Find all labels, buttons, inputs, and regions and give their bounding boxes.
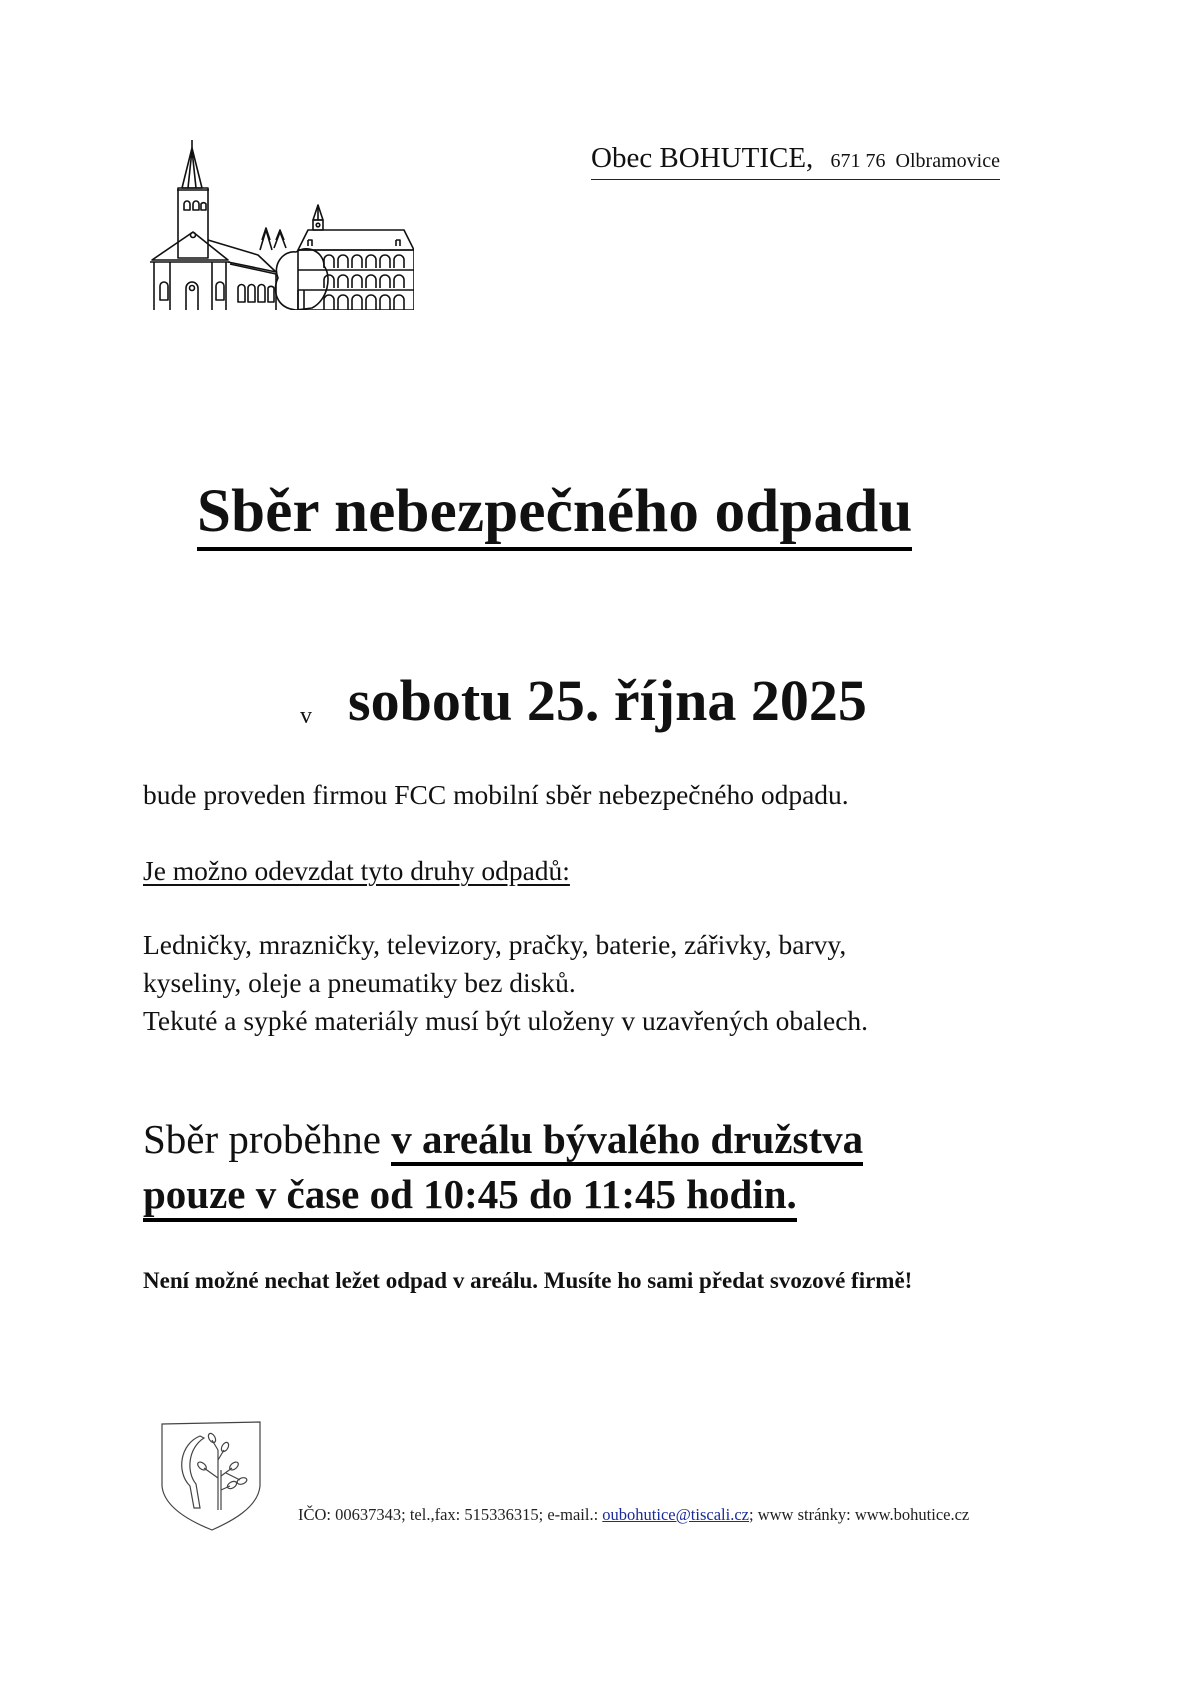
location-place: v areálu bývalého družstva <box>391 1116 863 1166</box>
location-lead: Sběr proběhne <box>143 1116 392 1162</box>
page-title: Sběr nebezpečného odpadu <box>197 477 912 551</box>
footer-contact <box>298 1504 969 1526</box>
municipality-name: Obec BOHUTICE, <box>591 142 814 174</box>
footer-ico-phone: IČO: 00637343; tel.,fax: 515336315; e-mail.: <box>298 1505 603 1524</box>
post-office: Olbramovice <box>895 150 1000 172</box>
accepted-waste-line: Ledničky, mrazničky, televizory, pračky, baterie, zářivky, barvy, <box>143 929 847 960</box>
footer-website: ; www stránky: www.bohutice.cz <box>748 1505 970 1524</box>
village-illustration-icon <box>148 140 414 310</box>
warning-notice: Není možné nechat ležet odpad v areálu. Musíte ho sami předat svozové firmě! <box>143 1268 913 1293</box>
date-prefix: v <box>300 703 312 729</box>
email-link[interactable]: oubohutice@tiscali.cz <box>602 1505 749 1524</box>
accepted-waste-line: Tekuté a sypké materiály musí být uloženy v uzavřených obalech. <box>143 1005 869 1036</box>
intro-text: bude proveden firmou FCC mobilní sběr nebezpečného odpadu. <box>143 779 849 810</box>
collection-time: pouze v čase od 10:45 do 11:45 hodin. <box>143 1170 797 1222</box>
event-date: sobotu 25. října 2025 <box>348 668 867 733</box>
accepted-waste-line: kyseliny, oleje a pneumatiky bez disků. <box>143 967 576 998</box>
accepted-waste-heading: Je možno odevzdat tyto druhy odpadů: <box>143 855 570 886</box>
municipality-header <box>591 140 1000 180</box>
postal-code: 671 76 <box>830 150 886 172</box>
coat-of-arms-icon <box>160 1420 262 1532</box>
location-line <box>143 1113 863 1165</box>
